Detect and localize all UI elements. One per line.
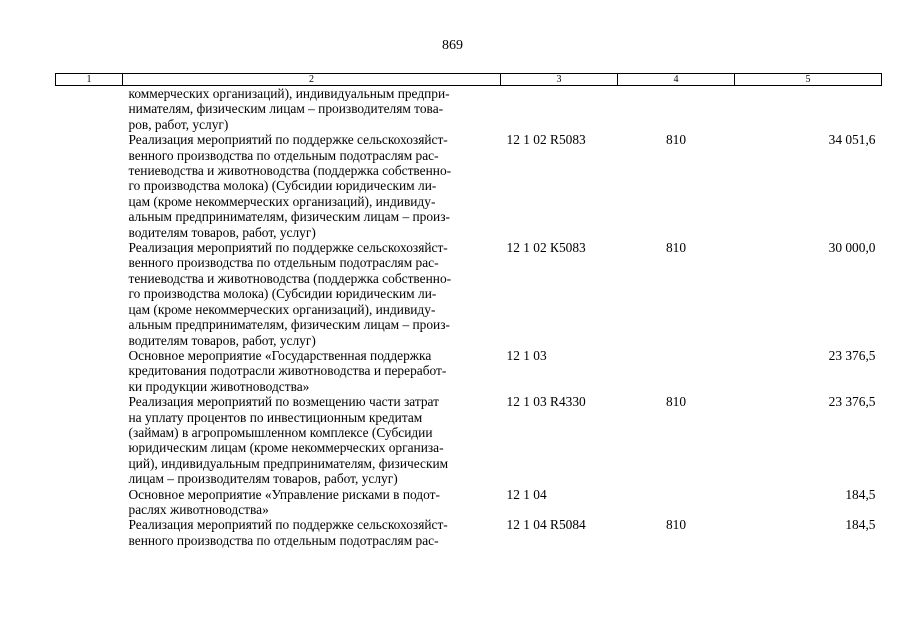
description-line: венного производства по отдельным подотраслям рас- (128, 255, 439, 271)
column-number-row (56, 74, 882, 86)
row-expense-type (618, 86, 735, 133)
row-description (123, 132, 501, 240)
table-row (56, 240, 882, 348)
description-line: венного производства по отдельным подотраслям рас- (128, 532, 439, 548)
row-amount: 23 376,5 (828, 394, 876, 410)
row-description (123, 487, 501, 518)
description-line: (займам) в агропромышленном комплексе (Субсидии (128, 424, 433, 440)
row-index-cell (56, 132, 123, 240)
table-row (56, 348, 882, 394)
column-number-5: 5 (735, 74, 882, 86)
row-description (123, 86, 501, 133)
table-row (56, 517, 882, 548)
budget-table (55, 73, 882, 548)
row-amount: 30 000,0 (828, 240, 876, 256)
row-budget-code (501, 86, 618, 133)
column-number-2: 2 (123, 74, 501, 86)
row-budget-code: 12 1 02 К5083 (506, 240, 586, 256)
row-budget-code: 12 1 02 R5083 (506, 132, 586, 148)
description-line: раслях животноводства» (128, 501, 269, 517)
description-line: Реализация мероприятий по поддержке сельскохозяйст- (128, 240, 448, 256)
description-line: Основное мероприятие «Управление рисками в подот- (128, 486, 440, 502)
row-amount: 34 051,6 (828, 132, 876, 148)
column-number-3: 3 (501, 74, 618, 86)
row-budget-code: 12 1 03 R4330 (506, 394, 586, 410)
description-line: водителям товаров, работ, услуг) (128, 224, 316, 240)
description-line: цам (кроме некоммерческих организаций), индивиду- (128, 301, 436, 317)
row-expense-type (618, 487, 735, 518)
description-line: Реализация мероприятий по поддержке сельскохозяйст- (128, 132, 448, 148)
row-expense-type: 810 (665, 240, 687, 256)
row-expense-type: 810 (665, 517, 687, 533)
description-line: ров, работ, услуг) (128, 116, 229, 132)
row-index-cell (56, 348, 123, 394)
row-expense-type: 810 (665, 394, 687, 410)
description-line: Основное мероприятие «Государственная поддержка (128, 347, 432, 363)
description-line: го производства молока) (Субсидии юридическим ли- (128, 178, 437, 194)
description-line: ки продукции животноводства» (128, 378, 310, 394)
page-number: 869 (442, 38, 463, 53)
row-expense-type (618, 348, 735, 394)
row-index-cell (56, 86, 123, 133)
description-line: на уплату процентов по инвестиционным кредитам (128, 409, 423, 425)
description-line: Реализация мероприятий по поддержке сельскохозяйст- (128, 517, 448, 533)
row-index-cell (56, 517, 123, 548)
row-index-cell (56, 240, 123, 348)
table-row (56, 132, 882, 240)
table-header (56, 74, 882, 86)
row-amount: 184,5 (845, 486, 876, 502)
row-description (123, 394, 501, 486)
row-budget-code: 12 1 03 (506, 347, 547, 363)
description-line: коммерческих организаций), индивидуальным предпри- (128, 86, 450, 101)
description-line: нимателям, физическим лицам – производителям това- (128, 101, 444, 117)
row-amount: 184,5 (845, 517, 876, 533)
row-expense-type: 810 (665, 132, 687, 148)
description-line: водителям товаров, работ, услуг) (128, 332, 316, 348)
row-amount: 23 376,5 (828, 347, 876, 363)
row-budget-code: 12 1 04 R5084 (506, 517, 586, 533)
description-line: цам (кроме некоммерческих организаций), индивиду- (128, 193, 436, 209)
column-number-4: 4 (618, 74, 735, 86)
table-row (56, 487, 882, 518)
row-budget-code: 12 1 04 (506, 486, 547, 502)
row-amount (735, 86, 882, 133)
description-line: лицам – производителям товаров, работ, услуг) (128, 471, 398, 487)
row-description (123, 517, 501, 548)
description-line: альным предпринимателям, физическим лицам – произ- (128, 209, 450, 225)
description-line: юридическим лицам (кроме некоммерческих организа- (128, 440, 444, 456)
description-line: тениеводства и животноводства (поддержка собственно- (128, 163, 452, 179)
description-line: венного производства по отдельным подотраслям рас- (128, 147, 439, 163)
table-row (56, 394, 882, 486)
description-line: Реализация мероприятий по возмещению части затрат (128, 394, 440, 410)
row-description (123, 348, 501, 394)
row-index-cell (56, 487, 123, 518)
table-row (56, 86, 882, 133)
row-description (123, 240, 501, 348)
description-line: ций), индивидуальным предпринимателям, физическим (128, 455, 449, 471)
description-line: тениеводства и животноводства (поддержка собственно- (128, 270, 452, 286)
table-body (56, 86, 882, 549)
description-line: го производства молока) (Субсидии юридическим ли- (128, 286, 437, 302)
description-line: альным предпринимателям, физическим лицам – произ- (128, 317, 450, 333)
description-line: кредитования подотрасли животноводства и переработ- (128, 363, 447, 379)
column-number-1: 1 (56, 74, 123, 86)
row-index-cell (56, 394, 123, 486)
